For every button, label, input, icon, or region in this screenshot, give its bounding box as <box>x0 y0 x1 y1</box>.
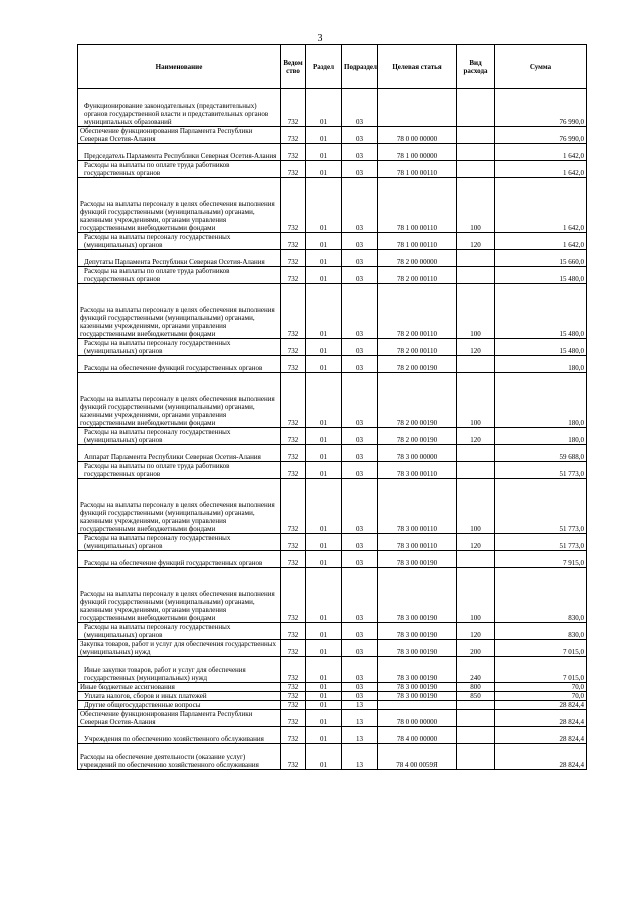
row-razdel: 01 <box>306 445 342 462</box>
row-razdel: 01 <box>306 127 342 144</box>
row-name: Расходы на выплаты по оплате труда работников государственных органов <box>78 462 281 479</box>
header-ved: Ведом ство <box>281 45 306 89</box>
row-vid: 100 <box>457 479 495 534</box>
row-target: 78 3 00 00190 <box>378 551 457 568</box>
row-podrazdel: 03 <box>342 692 378 701</box>
row-target: 78 2 00 00110 <box>378 339 457 356</box>
row-podrazdel: 03 <box>342 640 378 657</box>
row-vid <box>457 701 495 710</box>
row-name: Расходы на выплаты персоналу в целях обеспечения выполнения функций государственными (муниципальными) органами, казенными учреждениями, органами управления государственными внебюджетными фондами <box>78 178 281 233</box>
header-vid: Вид расхода <box>457 45 495 89</box>
row-name: Учреждения по обеспечению хозяйственного обслуживания <box>78 727 281 744</box>
row-sum: 1 642,0 <box>495 144 587 161</box>
table-row <box>78 373 587 428</box>
row-name: Расходы на выплаты персоналу государственных (муниципальных) органов <box>78 339 281 356</box>
row-razdel: 01 <box>306 701 342 710</box>
row-target: 78 1 00 00110 <box>378 233 457 250</box>
row-razdel: 01 <box>306 250 342 267</box>
row-target: 78 0 00 00000 <box>378 127 457 144</box>
row-podrazdel: 03 <box>342 373 378 428</box>
row-razdel: 01 <box>306 683 342 692</box>
row-sum: 28 824,4 <box>495 727 587 744</box>
row-razdel: 01 <box>306 144 342 161</box>
table-body <box>78 89 587 770</box>
row-name: Обеспечение функционирования Парламента Республики Северная Осетия-Алания <box>78 710 281 727</box>
row-target: 78 3 00 00190 <box>378 692 457 701</box>
row-name: Расходы на выплаты персоналу в целях обеспечения выполнения функций государственными (муниципальными) органами, казенными учреждениями, органами управления государственными внебюджетными фондами <box>78 568 281 623</box>
row-ved: 732 <box>281 462 306 479</box>
row-razdel: 01 <box>306 428 342 445</box>
row-sum: 70,0 <box>495 692 587 701</box>
row-podrazdel: 03 <box>342 284 378 339</box>
row-vid <box>457 161 495 178</box>
row-target <box>378 701 457 710</box>
table-row <box>78 683 587 692</box>
row-target: 78 2 00 00110 <box>378 267 457 284</box>
row-sum: 28 824,4 <box>495 701 587 710</box>
row-podrazdel: 03 <box>342 339 378 356</box>
row-sum: 28 824,4 <box>495 710 587 727</box>
row-ved: 732 <box>281 339 306 356</box>
table-row <box>78 233 587 250</box>
row-sum: 7 015,0 <box>495 657 587 683</box>
row-razdel: 01 <box>306 178 342 233</box>
row-ved: 732 <box>281 267 306 284</box>
table-row <box>78 178 587 233</box>
row-razdel: 01 <box>306 267 342 284</box>
row-podrazdel: 03 <box>342 267 378 284</box>
table-row <box>78 284 587 339</box>
row-vid <box>457 144 495 161</box>
row-target: 78 4 00 0059Я <box>378 744 457 770</box>
table-row <box>78 479 587 534</box>
row-target: 78 1 00 00000 <box>378 144 457 161</box>
row-sum: 59 688,0 <box>495 445 587 462</box>
row-target: 78 3 00 00000 <box>378 445 457 462</box>
row-razdel: 01 <box>306 551 342 568</box>
table-row <box>78 710 587 727</box>
row-podrazdel: 03 <box>342 89 378 127</box>
row-sum: 15 480,0 <box>495 267 587 284</box>
row-podrazdel: 03 <box>342 428 378 445</box>
header-razdel: Раздел <box>306 45 342 89</box>
row-razdel: 01 <box>306 356 342 373</box>
row-ved: 732 <box>281 127 306 144</box>
row-razdel: 01 <box>306 462 342 479</box>
row-name: Расходы на обеспечение деятельности (оказание услуг) учреждений по обеспечению хозяйственного обслуживания <box>78 744 281 770</box>
header-podrazdel: Подраздел <box>342 45 378 89</box>
row-ved: 732 <box>281 144 306 161</box>
row-target: 78 2 00 00190 <box>378 373 457 428</box>
row-vid: 120 <box>457 534 495 551</box>
row-sum: 51 773,0 <box>495 534 587 551</box>
table-row <box>78 339 587 356</box>
table-row <box>78 727 587 744</box>
row-target: 78 3 00 00190 <box>378 683 457 692</box>
row-target: 78 1 00 00110 <box>378 178 457 233</box>
row-name: Обеспечение функционирования Парламента Республики Северная Осетия-Алания <box>78 127 281 144</box>
row-vid <box>457 744 495 770</box>
row-vid: 850 <box>457 692 495 701</box>
row-sum: 15 660,0 <box>495 250 587 267</box>
row-vid: 100 <box>457 373 495 428</box>
row-razdel: 01 <box>306 657 342 683</box>
row-sum: 1 642,0 <box>495 178 587 233</box>
row-ved: 732 <box>281 692 306 701</box>
row-ved: 732 <box>281 568 306 623</box>
table-row <box>78 127 587 144</box>
row-podrazdel: 03 <box>342 683 378 692</box>
row-name: Расходы на обеспечение функций государственных органов <box>78 356 281 373</box>
table-row <box>78 89 587 127</box>
header-target: Целевая статья <box>378 45 457 89</box>
row-razdel: 01 <box>306 727 342 744</box>
row-podrazdel: 03 <box>342 127 378 144</box>
row-podrazdel: 13 <box>342 710 378 727</box>
row-podrazdel: 03 <box>342 250 378 267</box>
row-sum: 15 480,0 <box>495 339 587 356</box>
row-ved: 732 <box>281 701 306 710</box>
table-row <box>78 640 587 657</box>
row-razdel: 01 <box>306 161 342 178</box>
row-name: Расходы на выплаты персоналу государственных (муниципальных) органов <box>78 534 281 551</box>
row-razdel: 01 <box>306 233 342 250</box>
row-razdel: 01 <box>306 284 342 339</box>
row-name: Закупка товаров, работ и услуг для обеспечения государственных (муниципальных) нужд <box>78 640 281 657</box>
row-ved: 732 <box>281 373 306 428</box>
row-name: Расходы на выплаты персоналу в целях обеспечения выполнения функций государственными (муниципальными) органами, казенными учреждениями, органами управления государственными внебюджетными фондами <box>78 284 281 339</box>
row-razdel: 01 <box>306 89 342 127</box>
row-vid <box>457 551 495 568</box>
table-row <box>78 701 587 710</box>
row-vid <box>457 267 495 284</box>
row-sum: 7 915,0 <box>495 551 587 568</box>
row-ved: 732 <box>281 356 306 373</box>
row-ved: 732 <box>281 534 306 551</box>
row-razdel: 01 <box>306 479 342 534</box>
row-vid <box>457 127 495 144</box>
row-ved: 732 <box>281 710 306 727</box>
row-podrazdel: 13 <box>342 727 378 744</box>
row-ved: 732 <box>281 683 306 692</box>
row-sum: 830,0 <box>495 623 587 640</box>
row-ved: 732 <box>281 178 306 233</box>
budget-table <box>77 44 587 770</box>
row-razdel: 01 <box>306 744 342 770</box>
row-podrazdel: 03 <box>342 479 378 534</box>
row-ved: 732 <box>281 428 306 445</box>
row-sum: 15 480,0 <box>495 284 587 339</box>
row-name: Расходы на выплаты персоналу государственных (муниципальных) органов <box>78 233 281 250</box>
row-ved: 732 <box>281 284 306 339</box>
row-target <box>378 89 457 127</box>
table-row <box>78 692 587 701</box>
table-row <box>78 356 587 373</box>
table-row <box>78 144 587 161</box>
row-razdel: 01 <box>306 373 342 428</box>
row-target: 78 3 00 00190 <box>378 640 457 657</box>
table-row <box>78 568 587 623</box>
table-row <box>78 657 587 683</box>
row-podrazdel: 03 <box>342 551 378 568</box>
row-name: Иные бюджетные ассигнования <box>78 683 281 692</box>
page-number: 3 <box>317 33 323 44</box>
row-name: Расходы на выплаты персоналу государственных (муниципальных) органов <box>78 623 281 640</box>
row-vid <box>457 356 495 373</box>
row-sum: 51 773,0 <box>495 462 587 479</box>
row-target: 78 3 00 00190 <box>378 657 457 683</box>
row-podrazdel: 03 <box>342 657 378 683</box>
row-sum: 830,0 <box>495 568 587 623</box>
row-podrazdel: 13 <box>342 744 378 770</box>
row-podrazdel: 03 <box>342 356 378 373</box>
row-name: Расходы на выплаты по оплате труда работников государственных органов <box>78 161 281 178</box>
row-target: 78 3 00 00190 <box>378 623 457 640</box>
row-target: 78 4 00 00000 <box>378 727 457 744</box>
row-sum: 51 773,0 <box>495 479 587 534</box>
row-razdel: 01 <box>306 339 342 356</box>
header-sum: Сумма <box>495 45 587 89</box>
row-target: 78 2 00 00000 <box>378 250 457 267</box>
row-sum: 76 990,0 <box>495 127 587 144</box>
row-vid: 200 <box>457 640 495 657</box>
table-header-row <box>78 45 587 89</box>
row-target: 78 1 00 00110 <box>378 161 457 178</box>
row-podrazdel: 03 <box>342 144 378 161</box>
row-ved: 732 <box>281 623 306 640</box>
row-vid: 100 <box>457 284 495 339</box>
row-target: 78 3 00 00110 <box>378 462 457 479</box>
row-ved: 732 <box>281 657 306 683</box>
row-ved: 732 <box>281 744 306 770</box>
row-vid <box>457 250 495 267</box>
row-sum: 180,0 <box>495 428 587 445</box>
row-ved: 732 <box>281 727 306 744</box>
row-target: 78 2 00 00110 <box>378 284 457 339</box>
row-target: 78 3 00 00190 <box>378 568 457 623</box>
table-row <box>78 250 587 267</box>
row-vid <box>457 710 495 727</box>
row-podrazdel: 03 <box>342 178 378 233</box>
row-razdel: 01 <box>306 623 342 640</box>
row-vid <box>457 727 495 744</box>
row-name: Расходы на выплаты персоналу государственных (муниципальных) органов <box>78 428 281 445</box>
row-name: Расходы на обеспечение функций государственных органов <box>78 551 281 568</box>
row-sum: 76 990,0 <box>495 89 587 127</box>
row-sum: 180,0 <box>495 356 587 373</box>
row-vid: 100 <box>457 568 495 623</box>
row-vid: 100 <box>457 178 495 233</box>
table-row <box>78 445 587 462</box>
row-name: Иные закупки товаров, работ и услуг для обеспечения государственных (муниципальных) нужд <box>78 657 281 683</box>
row-podrazdel: 03 <box>342 161 378 178</box>
table-row <box>78 623 587 640</box>
row-ved: 732 <box>281 640 306 657</box>
row-vid: 120 <box>457 233 495 250</box>
row-sum: 180,0 <box>495 373 587 428</box>
table-row <box>78 534 587 551</box>
row-ved: 732 <box>281 445 306 462</box>
row-vid: 800 <box>457 683 495 692</box>
row-ved: 732 <box>281 233 306 250</box>
row-name: Уплата налогов, сборов и иных платежей <box>78 692 281 701</box>
table-row <box>78 551 587 568</box>
row-razdel: 01 <box>306 692 342 701</box>
row-name: Аппарат Парламента Республики Северная Осетия-Алания <box>78 445 281 462</box>
row-target: 78 0 00 00000 <box>378 710 457 727</box>
row-podrazdel: 03 <box>342 445 378 462</box>
row-vid <box>457 445 495 462</box>
table-row <box>78 267 587 284</box>
row-name: Депутаты Парламента Республики Северная Осетия-Алания <box>78 250 281 267</box>
row-sum: 28 824,4 <box>495 744 587 770</box>
row-podrazdel: 03 <box>342 462 378 479</box>
row-razdel: 01 <box>306 640 342 657</box>
row-podrazdel: 03 <box>342 233 378 250</box>
row-podrazdel: 13 <box>342 701 378 710</box>
row-name: Председатель Парламента Республики Северная Осетия-Алания <box>78 144 281 161</box>
row-ved: 732 <box>281 89 306 127</box>
row-vid <box>457 462 495 479</box>
row-razdel: 01 <box>306 710 342 727</box>
row-vid <box>457 89 495 127</box>
row-podrazdel: 03 <box>342 534 378 551</box>
row-razdel: 01 <box>306 568 342 623</box>
row-target: 78 2 00 00190 <box>378 356 457 373</box>
row-name: Другие общегосударственные вопросы <box>78 701 281 710</box>
row-target: 78 3 00 00110 <box>378 479 457 534</box>
row-ved: 732 <box>281 161 306 178</box>
row-sum: 7 015,0 <box>495 640 587 657</box>
header-name: Наименование <box>78 45 281 89</box>
row-vid: 240 <box>457 657 495 683</box>
row-razdel: 01 <box>306 534 342 551</box>
row-target: 78 2 00 00190 <box>378 428 457 445</box>
row-ved: 732 <box>281 551 306 568</box>
row-sum: 70,0 <box>495 683 587 692</box>
row-target: 78 3 00 00110 <box>378 534 457 551</box>
row-podrazdel: 03 <box>342 623 378 640</box>
table-row <box>78 428 587 445</box>
table-row <box>78 462 587 479</box>
row-sum: 1 642,0 <box>495 161 587 178</box>
row-vid: 120 <box>457 623 495 640</box>
row-name: Функционирование законодательных (представительных) органов государственной власти и представительных органов муниципальных образований <box>78 89 281 127</box>
row-name: Расходы на выплаты персоналу в целях обеспечения выполнения функций государственными (муниципальными) органами, казенными учреждениями, органами управления государственными внебюджетными фондами <box>78 373 281 428</box>
row-name: Расходы на выплаты по оплате труда работников государственных органов <box>78 267 281 284</box>
row-ved: 732 <box>281 250 306 267</box>
table-row <box>78 161 587 178</box>
row-sum: 1 642,0 <box>495 233 587 250</box>
row-vid: 120 <box>457 339 495 356</box>
row-vid: 120 <box>457 428 495 445</box>
table-row <box>78 744 587 770</box>
row-name: Расходы на выплаты персоналу в целях обеспечения выполнения функций государственными (муниципальными) органами, казенными учреждениями, органами управления государственными внебюджетными фондами <box>78 479 281 534</box>
row-podrazdel: 03 <box>342 568 378 623</box>
row-ved: 732 <box>281 479 306 534</box>
